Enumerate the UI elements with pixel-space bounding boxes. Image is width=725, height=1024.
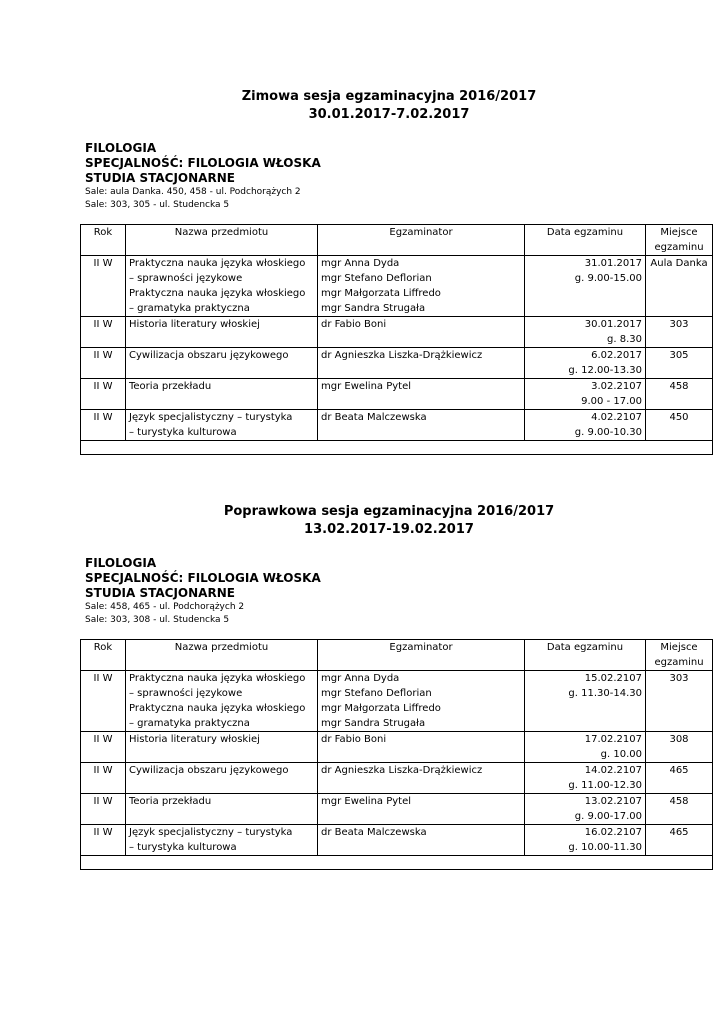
- table-row: [81, 794, 713, 825]
- place-cell: Aula Danka: [646, 256, 713, 317]
- table-header-row: [81, 640, 713, 671]
- rooms-info: Sale: 458, 465 - ul. Podchorążych 2 Sale: 303, 308 - ul. Studencka 5: [85, 602, 245, 625]
- examiner-cell: dr Beata Malczewska: [318, 825, 525, 856]
- session-title: Zimowa sesja egzaminacyjna 2016/2017 30.01.2017-7.02.2017: [241, 89, 537, 122]
- year-cell: II W: [81, 379, 126, 410]
- date-cell: 15.02.2107 g. 11.30-14.30: [525, 671, 646, 732]
- subject-cell: Cywilizacja obszaru językowego: [126, 348, 318, 379]
- place-cell: 458: [646, 794, 713, 825]
- place-cell: 450: [646, 410, 713, 441]
- examiner-cell: dr Fabio Boni: [318, 732, 525, 763]
- year-cell: II W: [81, 317, 126, 348]
- place-cell: 303: [646, 317, 713, 348]
- retake-session-section: [80, 503, 704, 870]
- header-date: Data egzaminu: [525, 640, 646, 671]
- subject-cell: Język specjalistyczny – turystyka – turystyka kulturowa: [126, 410, 318, 441]
- date-cell: 14.02.2107 g. 11.00-12.30: [525, 763, 646, 794]
- table-row: [81, 763, 713, 794]
- place-cell: 465: [646, 825, 713, 856]
- study-mode-label: STUDIA STACJONARNE: [85, 171, 235, 185]
- year-cell: II W: [81, 732, 126, 763]
- year-cell: II W: [81, 794, 126, 825]
- specialty-label: SPECJALNOŚĆ: FILOLOGIA WŁOSKA: [85, 156, 321, 170]
- table-row: [81, 317, 713, 348]
- faculty-label: FILOLOGIA: [85, 556, 157, 570]
- header-examiner: Egzaminator: [318, 640, 525, 671]
- subject-cell: Teoria przekładu: [126, 379, 318, 410]
- date-cell: 31.01.2017 g. 9.00-15.00: [525, 256, 646, 317]
- table-row: [81, 379, 713, 410]
- table-row: [81, 732, 713, 763]
- date-cell: 6.02.2017 g. 12.00-13.30: [525, 348, 646, 379]
- date-cell: 16.02.2107 g. 10.00-11.30: [525, 825, 646, 856]
- examiner-cell: dr Agnieszka Liszka-Drążkiewicz: [318, 763, 525, 794]
- header-subject: Nazwa przedmiotu: [126, 225, 318, 256]
- year-cell: II W: [81, 671, 126, 732]
- place-cell: 458: [646, 379, 713, 410]
- subject-cell: Historia literatury włoskiej: [126, 732, 318, 763]
- header-subject: Nazwa przedmiotu: [126, 640, 318, 671]
- table-row: [81, 825, 713, 856]
- empty-row: [81, 441, 713, 455]
- exam-table: [80, 224, 713, 455]
- header-examiner: Egzaminator: [318, 225, 525, 256]
- year-cell: II W: [81, 763, 126, 794]
- rooms-info: Sale: aula Danka. 450, 458 - ul. Podchorążych 2 Sale: 303, 305 - ul. Studencka 5: [85, 187, 301, 210]
- subject-cell: Praktyczna nauka języka włoskiego – sprawności językowe Praktyczna nauka języka włoskiego – gramatyka praktyczna: [126, 671, 318, 732]
- subject-cell: Język specjalistyczny – turystyka – turystyka kulturowa: [126, 825, 318, 856]
- subject-cell: Cywilizacja obszaru językowego: [126, 763, 318, 794]
- date-cell: 17.02.2107 g. 10.00: [525, 732, 646, 763]
- winter-session-section: [80, 88, 708, 455]
- place-cell: 303: [646, 671, 713, 732]
- study-mode-label: STUDIA STACJONARNE: [85, 586, 235, 600]
- date-cell: 4.02.2107 g. 9.00-10.30: [525, 410, 646, 441]
- place-cell: 305: [646, 348, 713, 379]
- specialty-label: SPECJALNOŚĆ: FILOLOGIA WŁOSKA: [85, 571, 321, 585]
- session-title: Poprawkowa sesja egzaminacyjna 2016/2017 13.02.2017-19.02.2017: [223, 504, 555, 537]
- header-year: Rok: [81, 640, 126, 671]
- header-year: Rok: [81, 225, 126, 256]
- subject-cell: Praktyczna nauka języka włoskiego – sprawności językowe Praktyczna nauka języka włoskiego – gramatyka praktyczna: [126, 256, 318, 317]
- header-date: Data egzaminu: [525, 225, 646, 256]
- examiner-cell: dr Agnieszka Liszka-Drążkiewicz: [318, 348, 525, 379]
- date-cell: 3.02.2107 9.00 - 17.00: [525, 379, 646, 410]
- table-header-row: [81, 225, 713, 256]
- program-heading: [80, 556, 698, 601]
- examiner-cell: dr Fabio Boni: [318, 317, 525, 348]
- header-place: Miejsce egzaminu: [646, 225, 713, 256]
- table-row: [81, 671, 713, 732]
- examiner-cell: mgr Anna Dyda mgr Stefano Deflorian mgr Małgorzata Liffredo mgr Sandra Strugała: [318, 256, 525, 317]
- examiner-cell: mgr Ewelina Pytel: [318, 379, 525, 410]
- header-place: Miejsce egzaminu: [646, 640, 713, 671]
- date-cell: 13.02.2107 g. 9.00-17.00: [525, 794, 646, 825]
- place-cell: 465: [646, 763, 713, 794]
- date-cell: 30.01.2017 g. 8.30: [525, 317, 646, 348]
- subject-cell: Historia literatury włoskiej: [126, 317, 318, 348]
- year-cell: II W: [81, 825, 126, 856]
- empty-row: [81, 856, 713, 870]
- program-heading: [80, 141, 698, 186]
- year-cell: II W: [81, 256, 126, 317]
- table-row: [81, 348, 713, 379]
- year-cell: II W: [81, 410, 126, 441]
- year-cell: II W: [81, 348, 126, 379]
- place-cell: 308: [646, 732, 713, 763]
- table-row: [81, 410, 713, 441]
- subject-cell: Teoria przekładu: [126, 794, 318, 825]
- examiner-cell: mgr Ewelina Pytel: [318, 794, 525, 825]
- exam-table: [80, 639, 713, 870]
- examiner-cell: dr Beata Malczewska: [318, 410, 525, 441]
- faculty-label: FILOLOGIA: [85, 141, 157, 155]
- table-row: [81, 256, 713, 317]
- examiner-cell: mgr Anna Dyda mgr Stefano Deflorian mgr Małgorzata Liffredo mgr Sandra Strugała: [318, 671, 525, 732]
